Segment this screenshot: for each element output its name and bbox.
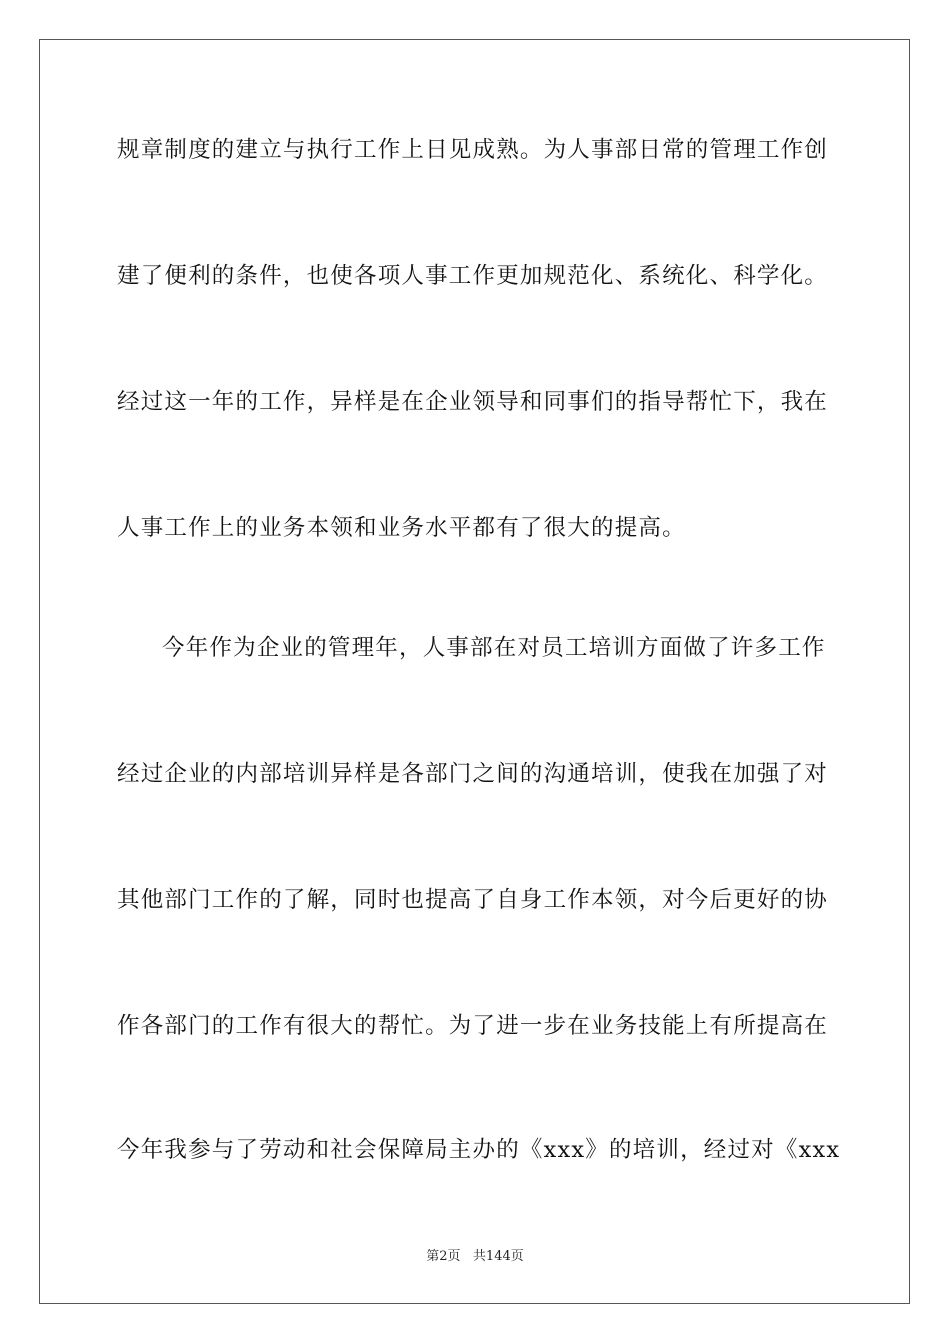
page-footer — [0, 1248, 950, 1266]
text-line-3: 经过这一年的工作，异样是在企业领导和同事们的指导帮忙下，我在 — [117, 389, 829, 415]
text-line-4: 人事工作上的业务本领和业务水平都有了很大的提高。 — [117, 515, 686, 541]
page-frame — [39, 39, 910, 1304]
text-line-7: 其他部门工作的了解，同时也提高了自身工作本领，对今后更好的协 — [117, 887, 829, 913]
text-line-2: 建了便利的条件，也使各项人事工作更加规范化、系统化、科学化。 — [117, 263, 829, 289]
text-line-8: 作各部门的工作有很大的帮忙。为了进一步在业务技能上有所提高在 — [117, 1013, 829, 1039]
text-line-6: 经过企业的内部培训异样是各部门之间的沟通培训，使我在加强了对 — [117, 761, 829, 787]
text-line-9: 今年我参与了劳动和社会保障局主办的《xxx》的培训，经过对《xxx — [117, 1137, 841, 1163]
page-number: 第2页 — [426, 1249, 461, 1264]
page-total: 共144页 — [472, 1249, 524, 1264]
text-line-5-paragraph-start: 今年作为企业的管理年，人事部在对员工培训方面做了许多工作 — [162, 635, 826, 661]
text-line-1: 规章制度的建立与执行工作上日见成熟。为人事部日常的管理工作创 — [117, 137, 829, 163]
